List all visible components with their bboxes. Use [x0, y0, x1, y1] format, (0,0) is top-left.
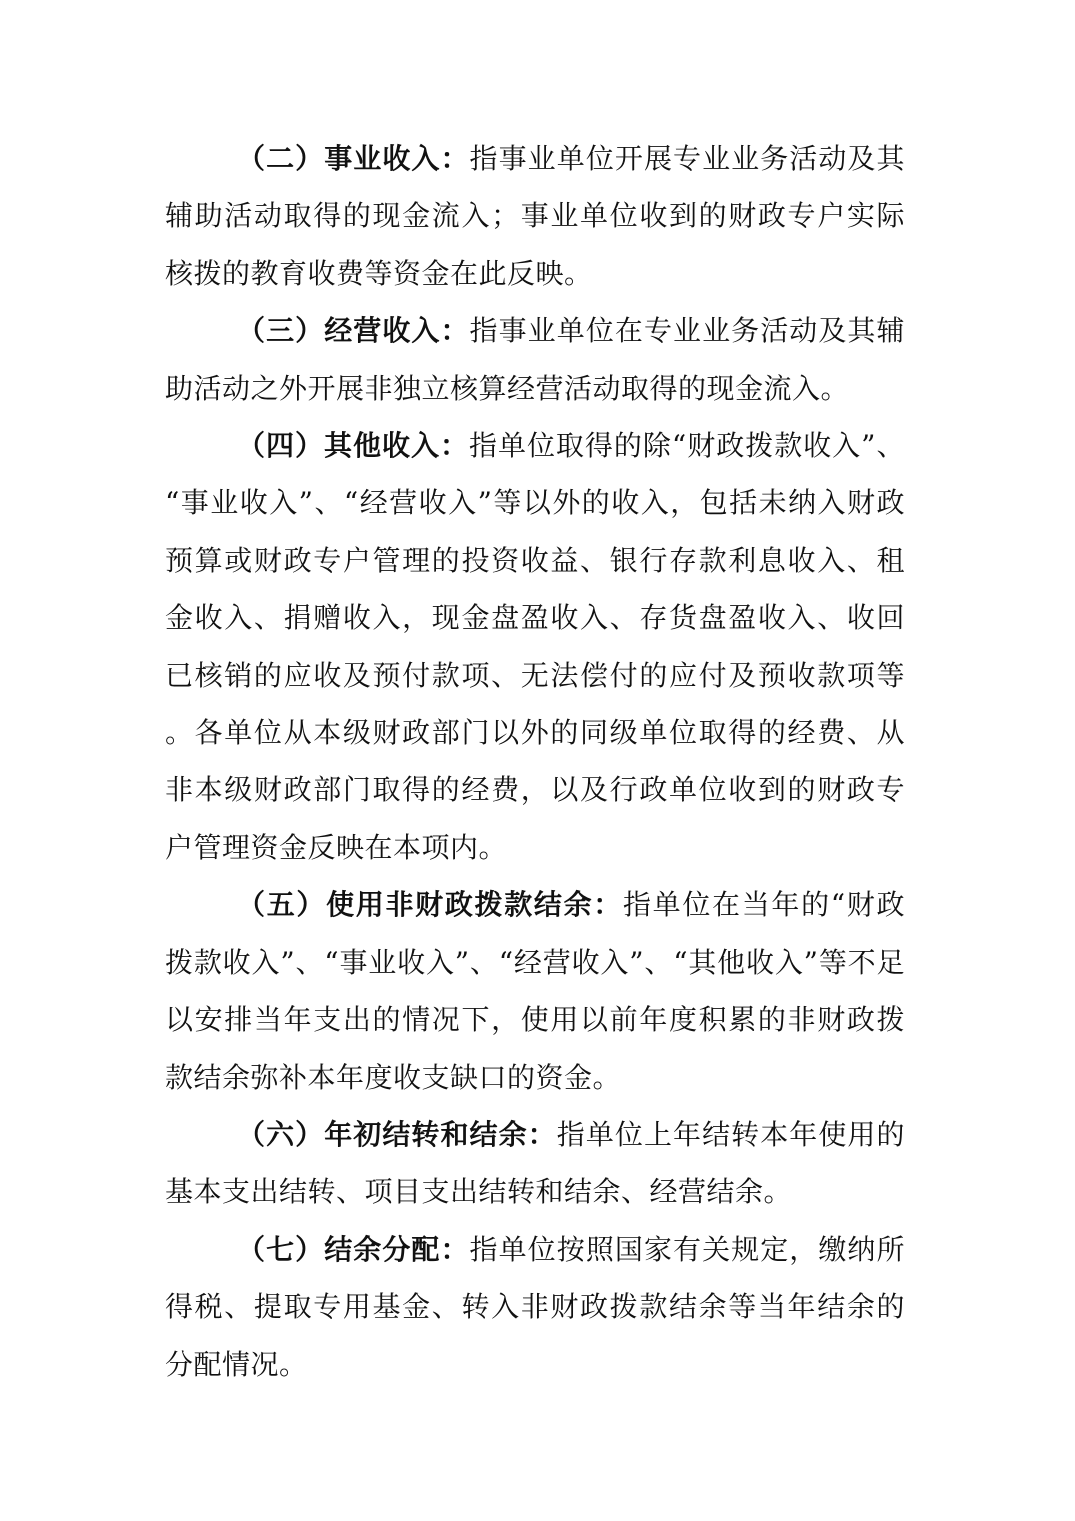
paragraph-text: 指单位按照国家有关规定，缴纳所得税、提取专用基金、转入非财政拨款结余等当年结余的分配情况。 [165, 1232, 905, 1381]
paragraph-text: 指单位上年结转本年使用的基本支出结转、项目支出结转和结余、经营结余。 [165, 1117, 905, 1209]
paragraph-business-income [165, 130, 905, 302]
paragraph-other-income [165, 417, 905, 876]
paragraph-carryover-balance [165, 1106, 905, 1221]
paragraph-operating-income [165, 302, 905, 417]
paragraph-text: 指单位在当年的“财政拨款收入”、“事业收入”、“经营收入”、“其他收入”等不足以安排当年支出的情况下，使用以前年度积累的非财政拨款结余弥补本年度收支缺口的资金。 [165, 888, 905, 1094]
paragraph-text: 指事业单位开展专业业务活动及其辅助活动取得的现金流入；事业单位收到的财政专户实际核拨的教育收费等资金在此反映。 [165, 142, 905, 290]
paragraph-text: 指单位取得的除“财政拨款收入”、“事业收入”、“经营收入”等以外的收入，包括未纳入财政预算或财政专户管理的投资收益、银行存款利息收入、租金收入、捐赠收入，现金盘盈收入、存货盘盈收入、收回已核销的应收及预付款项、无法偿付的应付及预收款项等。各单位从本级财政部门以外的同级单位取得的经费、从非本级财政部门取得的经费，以及行政单位收到的财政专户管理资金反映在本项内。 [165, 429, 905, 864]
paragraph-term: （五）使用非财政拨款结余： [237, 888, 623, 922]
paragraph-term: （三）经营收入： [237, 314, 470, 348]
paragraph-text: 指事业单位在专业业务活动及其辅助活动之外开展非独立核算经营活动取得的现金流入。 [165, 314, 905, 405]
paragraph-term: （六）年初结转和结余： [237, 1117, 557, 1151]
paragraph-term: （二）事业收入： [237, 142, 470, 175]
document-body [165, 130, 905, 1393]
paragraph-non-fiscal-balance [165, 876, 905, 1106]
paragraph-surplus-distribution [165, 1221, 905, 1393]
paragraph-term: （四）其他收入： [237, 429, 469, 463]
paragraph-term: （七）结余分配： [237, 1232, 470, 1266]
